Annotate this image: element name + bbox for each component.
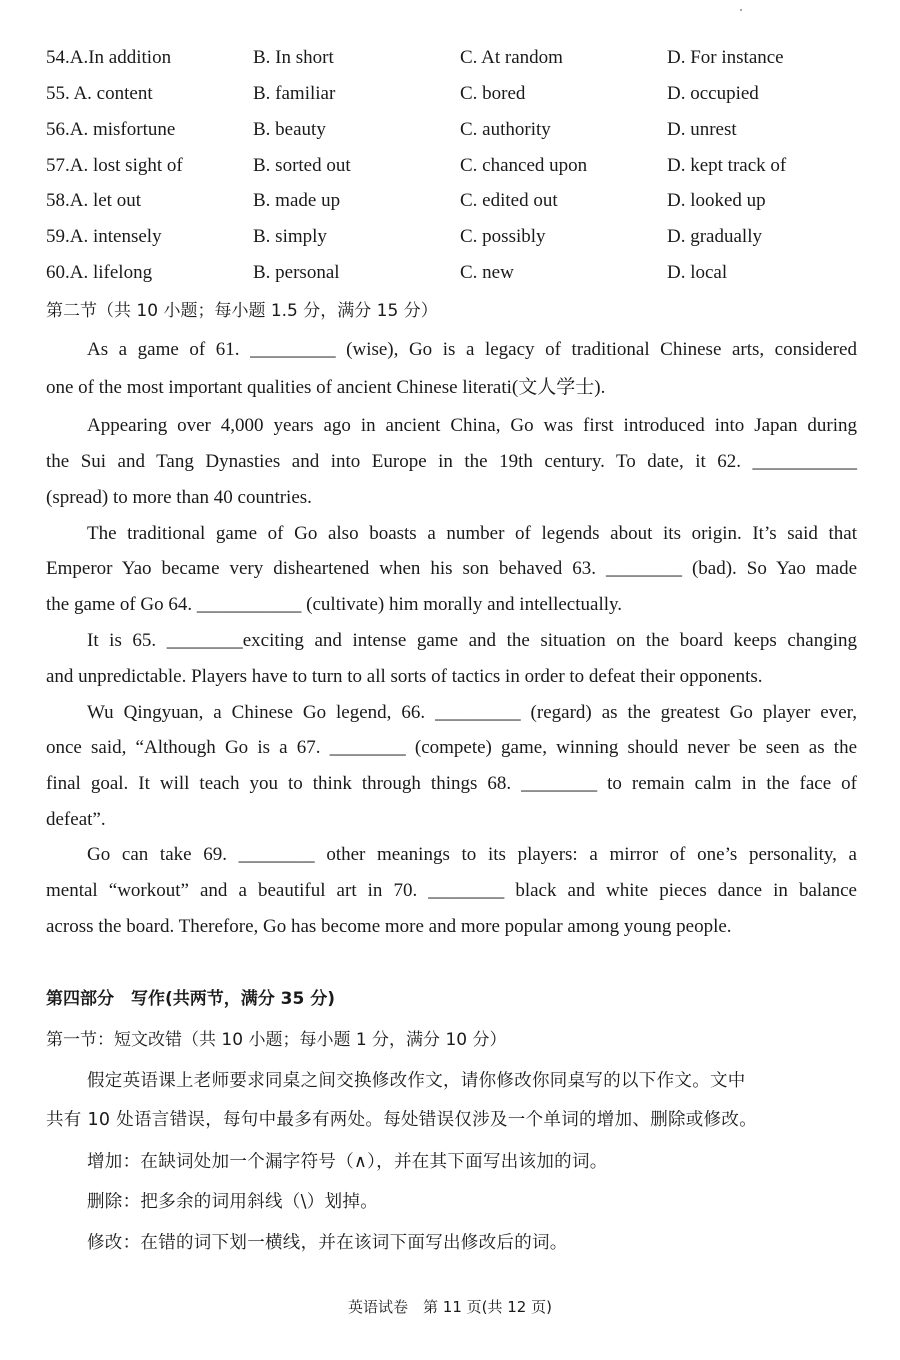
option-d: D. unrest (667, 119, 737, 140)
option-a: 56.A. misfortune (46, 119, 176, 140)
instruction-line: 增加：在缺词处加一个漏字符号（∧），并在其下面写出该加的词。 (87, 1152, 608, 1172)
passage-line: Appearing over 4,000 years ago in ancient China, Go was first introduced into Japan during (87, 415, 857, 436)
option-b: B. sorted out (253, 155, 351, 176)
option-c: C. edited out (460, 190, 558, 211)
passage-line: It is 65. ________exciting and intense game and the situation on the board keeps changing (87, 630, 857, 651)
option-a: 58.A. let out (46, 190, 141, 211)
option-a: 57.A. lost sight of (46, 155, 183, 176)
section2-heading: 第二节（共 10 小题；每小题 1.5 分，满分 15 分） (46, 301, 438, 321)
options-row-60 (46, 262, 866, 292)
option-c: C. authority (460, 119, 551, 140)
part4-subheading: 第一节：短文改错（共 10 小题；每小题 1 分，满分 10 分） (46, 1030, 507, 1050)
scan-speck (740, 9, 742, 11)
option-a: 54.A.In addition (46, 47, 172, 68)
option-d: D. local (667, 262, 728, 283)
option-d: D. gradually (667, 226, 762, 247)
option-b: B. personal (253, 262, 340, 283)
option-b: B. familiar (253, 83, 336, 104)
passage-line: across the board. Therefore, Go has become more and more popular among young people. (46, 916, 732, 937)
options-row-54 (46, 47, 866, 77)
option-c: C. possibly (460, 226, 546, 247)
passage-line: the game of Go 64. ___________ (cultivate) him morally and intellectually. (46, 594, 623, 615)
instruction-line: 删除：把多余的词用斜线（\）划掉。 (87, 1192, 378, 1212)
option-b: B. In short (253, 47, 334, 68)
part4-heading: 第四部分 写作(共两节，满分 35 分) (46, 989, 336, 1009)
page-footer: 英语试卷 第 11 页(共 12 页) (348, 1298, 552, 1316)
option-c: C. new (460, 262, 514, 283)
passage-line: Wu Qingyuan, a Chinese Go legend, 66. _________ (regard) as the greatest Go player ever, (87, 702, 857, 723)
passage-line: Emperor Yao became very disheartened when his son behaved 63. ________ (bad). So Yao made (46, 558, 857, 579)
passage-line: final goal. It will teach you to think through things 68. ________ to remain calm in the face of (46, 773, 857, 794)
option-d: D. looked up (667, 190, 766, 211)
passage-line: The traditional game of Go also boasts a number of legends about its origin. It’s said that (87, 523, 857, 544)
option-a: 55. A. content (46, 83, 153, 104)
option-d: D. For instance (667, 47, 784, 68)
option-b: B. simply (253, 226, 327, 247)
passage-line: one of the most important qualities of ancient Chinese literati(文人学士). (46, 377, 606, 398)
option-c: C. bored (460, 83, 526, 104)
option-c: C. chanced upon (460, 155, 588, 176)
instruction-line: 假定英语课上老师要求同桌之间交换修改作文，请你修改你同桌写的以下作文。文中 (87, 1071, 746, 1091)
option-a: 59.A. intensely (46, 226, 162, 247)
options-row-55 (46, 83, 866, 113)
instruction-line: 共有 10 处语言错误，每句中最多有两处。每处错误仅涉及一个单词的增加、删除或修改。 (46, 1110, 757, 1130)
option-b: B. beauty (253, 119, 326, 140)
options-row-57 (46, 155, 866, 185)
option-c: C. At random (460, 47, 563, 68)
passage-line: As a game of 61. _________ (wise), Go is a legacy of traditional Chinese arts, considered (87, 339, 857, 360)
instruction-line: 修改：在错的词下划一横线，并在该词下面写出修改后的词。 (87, 1233, 568, 1253)
options-row-59 (46, 226, 866, 256)
passage-line: and unpredictable. Players have to turn to all sorts of tactics in order to defeat their opponents. (46, 666, 763, 687)
passage-line: (spread) to more than 40 countries. (46, 487, 312, 508)
options-row-56 (46, 119, 866, 149)
passage-line: defeat”. (46, 809, 106, 830)
passage-line: Go can take 69. ________ other meanings to its players: a mirror of one’s personality, a (87, 844, 857, 865)
option-a: 60.A. lifelong (46, 262, 153, 283)
options-row-58 (46, 190, 866, 220)
option-d: D. kept track of (667, 155, 787, 176)
option-d: D. occupied (667, 83, 759, 104)
passage-line: once said, “Although Go is a 67. ________ (compete) game, winning should never be seen as the (46, 737, 857, 758)
option-b: B. made up (253, 190, 341, 211)
passage-line: mental “workout” and a beautiful art in 70. ________ black and white pieces dance in balance (46, 880, 857, 901)
passage-line: the Sui and Tang Dynasties and into Europe in the 19th century. To date, it 62. ___________ (46, 451, 857, 472)
